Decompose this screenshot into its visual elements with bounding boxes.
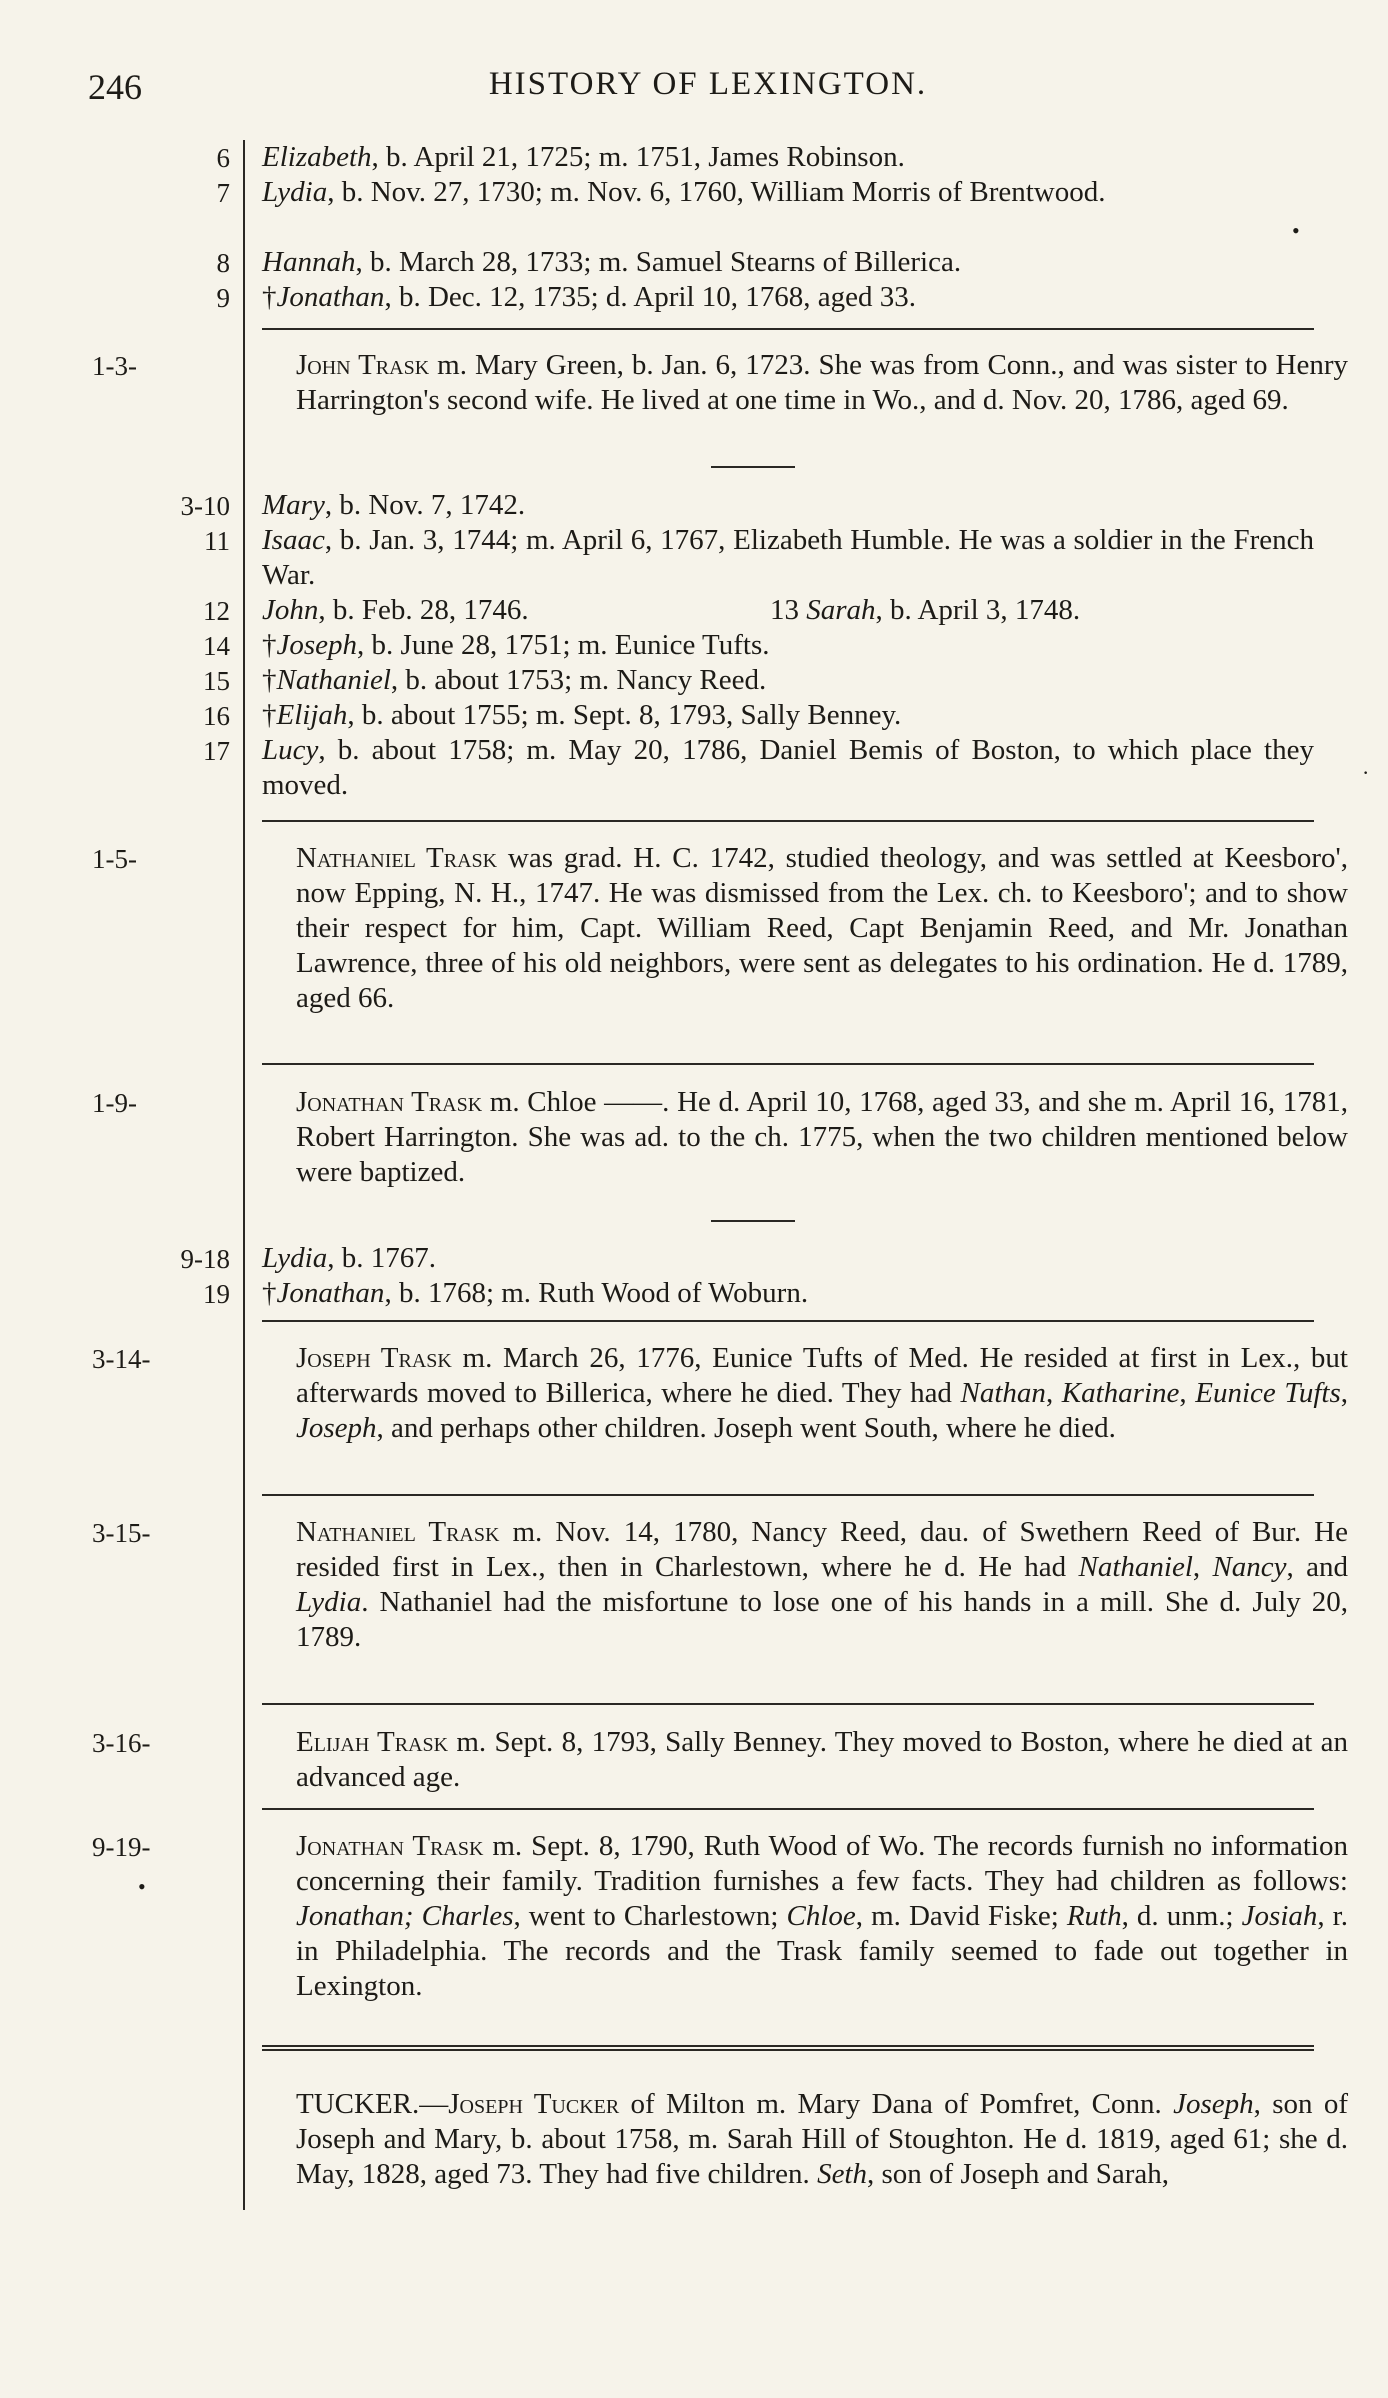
entry-number: 6 — [216, 143, 230, 173]
section-rule — [262, 1063, 1314, 1065]
entry-number: 3-10 — [180, 491, 230, 521]
section-paragraph — [262, 1085, 1348, 1190]
entry-text: , b. about 1755; m. Sept. 8, 1793, Sally Benney. — [347, 699, 902, 731]
short-rule — [711, 466, 795, 468]
entry-text: , b. Jan. 3, 1744; m. April 6, 1767, Elizabeth Humble. He was a soldier in the French War. — [262, 524, 1314, 591]
entry-number: 9 — [216, 283, 230, 313]
running-title: HISTORY OF LEXINGTON. — [488, 66, 928, 102]
paragraph-text: , — [1045, 1377, 1062, 1409]
paragraph-text: . Nathaniel had the misfortune to lose one of his hands in a mill. She d. July 20, 1789. — [296, 1586, 1348, 1653]
print-speck: • — [138, 1874, 146, 1899]
paragraph-text: m. March 26, 1776, Eunice Tufts of Med. He resided at first in Lex., but afterwards moved to Billerica, where he died. They had — [296, 1342, 1348, 1409]
entry-text: , b. about 1758; m. May 20, 1786, Daniel Bemis of Boston, to which place they moved. — [262, 734, 1314, 801]
entry-text: , b. Dec. 12, 1735; d. April 10, 1768, aged 33. — [384, 281, 917, 313]
entry-line — [262, 523, 1314, 593]
entry-line — [262, 245, 1314, 280]
entry-line — [262, 733, 1314, 803]
paragraph-text: , son of Joseph and Sarah, — [867, 2158, 1170, 2190]
section-ref: 1-9- — [92, 1088, 137, 1118]
section-paragraph — [262, 841, 1348, 1016]
paragraph-text: , and — [1286, 1551, 1348, 1583]
section-paragraph — [262, 1725, 1348, 1795]
section-rule — [262, 328, 1314, 330]
person-name: John Trask — [296, 349, 430, 381]
person-name: Nathaniel Trask — [296, 1516, 500, 1548]
child-name: Nathaniel — [276, 664, 391, 696]
paragraph-text: m. Mary Green, b. Jan. 6, 1723. She was from Conn., and was sister to Henry Harrington's second wife. He lived at one time in Wo., and d. Nov. 20, 1786, aged 69. — [296, 349, 1348, 416]
child-name: Josiah — [1241, 1900, 1318, 1932]
paragraph-text: , r. in Philadelphia. The records and the Trask family seemed to fade out together in Lexington. — [296, 1900, 1348, 2002]
child-name: Elijah — [276, 699, 348, 731]
child-name: Sarah — [806, 594, 876, 626]
child-name: Nathaniel — [1078, 1551, 1193, 1583]
print-speck: • — [1292, 218, 1300, 243]
entry-number: 14 — [203, 631, 230, 661]
paragraph-text: m. Chloe ——. He d. April 10, 1768, aged 33, and she m. April 16, 1781, Robert Harrington. She was ad. to the ch. 1775, when the two children mentioned below were baptized. — [296, 1086, 1348, 1188]
child-name: Chloe — [786, 1900, 856, 1932]
paragraph-text: , — [1192, 1551, 1213, 1583]
person-name: Nathaniel Trask — [296, 842, 498, 874]
entry-text: , b. Nov. 27, 1730; m. Nov. 6, 1760, William Morris of Brentwood. — [327, 176, 1106, 208]
dagger: † — [262, 629, 277, 661]
margin-rule — [243, 140, 245, 2210]
paragraph-text: m. Sept. 8, 1793, Sally Benney. They moved to Boston, where he died at an advanced age. — [296, 1726, 1348, 1793]
person-name: Joseph Tucker — [448, 2088, 620, 2120]
section-paragraph — [262, 1515, 1348, 1655]
paragraph-text: was grad. H. C. 1742, studied theology, and was settled at Keesboro', now Epping, N. H., 1747. He was dismissed from the Lex. ch. to Keesboro'; and to show their respect for him, Capt. William Reed, Capt Benjamin Reed, and Mr. Jonathan Lawrence, three of his old neighbors, were sent as delegates to his ordination. He d. 1789, aged 66. — [296, 842, 1348, 1014]
section-ref: 3-15- — [92, 1518, 151, 1548]
entry-text: , b. Nov. 7, 1742. — [324, 489, 526, 521]
paragraph-text: m. Nov. 14, 1780, Nancy Reed, dau. of Swethern Reed of Bur. He resided first in Lex., then in Charlestown, where he d. He had — [296, 1516, 1348, 1583]
entry-line — [262, 280, 1314, 315]
child-name: Eunice Tufts — [1195, 1377, 1341, 1409]
section-rule — [262, 820, 1314, 822]
section-paragraph — [262, 1829, 1348, 2004]
paragraph-text: , son of Joseph and Mary, b. about 1758, m. Sarah Hill of Stoughton. He d. 1819, aged 61; she d. May, 1828, aged 73. They had five children. — [296, 2088, 1348, 2190]
entry-line — [262, 1241, 1314, 1276]
entry-text: , b. 1768; m. Ruth Wood of Woburn. — [384, 1277, 809, 1309]
short-rule — [711, 1220, 795, 1222]
entry-text: , b. April 3, 1748. — [875, 594, 1081, 626]
paragraph-text: , d. unm.; — [1121, 1900, 1242, 1932]
entry-line — [262, 175, 1314, 210]
entry-number: 16 — [203, 701, 230, 731]
entry-line — [262, 1276, 1314, 1311]
family-heading: TUCKER.— — [296, 2088, 449, 2120]
child-name: Isaac — [262, 524, 325, 556]
entry-line — [262, 488, 1314, 523]
entry-number: 7 — [216, 178, 230, 208]
entry-number: 8 — [216, 248, 230, 278]
section-rule — [262, 1808, 1314, 1810]
child-name: Jonathan — [276, 281, 385, 313]
section-ref: 3-16- — [92, 1728, 151, 1758]
print-speck: · — [1362, 760, 1370, 785]
child-name: Joseph — [296, 1412, 377, 1444]
paragraph-text: m. Sept. 8, 1790, Ruth Wood of Wo. The records furnish no information concerning their family. Tradition furnishes a few facts. They had children as follows: — [296, 1830, 1348, 1897]
entry-line — [262, 140, 1314, 175]
entry-line — [262, 628, 1314, 663]
entry-number: 19 — [203, 1279, 230, 1309]
child-name: Hannah — [262, 246, 356, 278]
section-rule — [262, 1494, 1314, 1496]
child-name: Jonathan — [276, 1277, 385, 1309]
section-ref: 1-5- — [92, 844, 137, 874]
double-section-rule — [262, 2045, 1314, 2051]
person-name: Joseph Trask — [296, 1342, 452, 1374]
child-name: Katharine — [1061, 1377, 1180, 1409]
entry-number: 9-18 — [180, 1244, 230, 1274]
dagger: † — [262, 281, 277, 313]
child-name: Lydia — [262, 1242, 328, 1274]
entry-line — [262, 663, 1314, 698]
page-header — [88, 66, 1328, 114]
child-name: Lydia — [262, 176, 328, 208]
person-name: Jonathan Trask — [296, 1830, 484, 1862]
paragraph-text: , went to Charlestown; — [513, 1900, 787, 1932]
paragraph-text: , — [1179, 1377, 1196, 1409]
child-name: Joseph — [276, 629, 358, 661]
entry-text: , b. June 28, 1751; m. Eunice Tufts. — [357, 629, 770, 661]
child-name: Elizabeth — [262, 141, 372, 173]
child-name: Jonathan; Charles — [296, 1900, 514, 1932]
entry-text: , b. April 21, 1725; m. 1751, James Robinson. — [371, 141, 905, 173]
entry-number: 13 — [770, 594, 799, 626]
paragraph-text: , and perhaps other children. Joseph went South, where he died. — [376, 1412, 1116, 1444]
paragraph-text: , — [1340, 1377, 1349, 1409]
child-name: Nancy — [1212, 1551, 1287, 1583]
dagger: † — [262, 699, 277, 731]
entry-text: , b. about 1753; m. Nancy Reed. — [390, 664, 767, 696]
entry-number: 12 — [203, 596, 230, 626]
paragraph-text: , m. David Fiske; — [855, 1900, 1067, 1932]
section-paragraph — [262, 1341, 1348, 1446]
entry-line-extra — [770, 593, 1330, 628]
entry-text: , b. Feb. 28, 1746. — [318, 594, 529, 626]
tucker-paragraph — [262, 2087, 1348, 2192]
entry-number: 11 — [204, 526, 230, 556]
dagger: † — [262, 664, 277, 696]
entry-number: 15 — [203, 666, 230, 696]
entry-text: , b. 1767. — [327, 1242, 436, 1274]
child-name: Joseph — [1173, 2088, 1254, 2120]
section-ref: 9-19- — [92, 1832, 151, 1862]
person-name: Jonathan Trask — [296, 1086, 483, 1118]
section-ref: 1-3- — [92, 351, 137, 381]
page-number: 246 — [88, 67, 142, 107]
child-name: Lydia — [296, 1586, 362, 1618]
person-name: Elijah Trask — [296, 1726, 449, 1758]
child-name: John — [262, 594, 319, 626]
child-name: Ruth — [1066, 1900, 1122, 1932]
section-rule — [262, 1703, 1314, 1705]
section-ref: 3-14- — [92, 1344, 151, 1374]
dagger: † — [262, 1277, 277, 1309]
section-rule — [262, 1320, 1314, 1322]
child-name: Seth — [817, 2158, 867, 2190]
entry-line — [262, 698, 1314, 733]
paragraph-text: of Milton m. Mary Dana of Pomfret, Conn. — [619, 2088, 1174, 2120]
section-paragraph — [262, 348, 1348, 418]
entry-text: , b. March 28, 1733; m. Samuel Stearns of Billerica. — [355, 246, 962, 278]
child-name: Mary — [262, 489, 325, 521]
child-name: Lucy — [262, 734, 319, 766]
entry-number: 17 — [203, 736, 230, 766]
child-name: Nathan — [960, 1377, 1046, 1409]
